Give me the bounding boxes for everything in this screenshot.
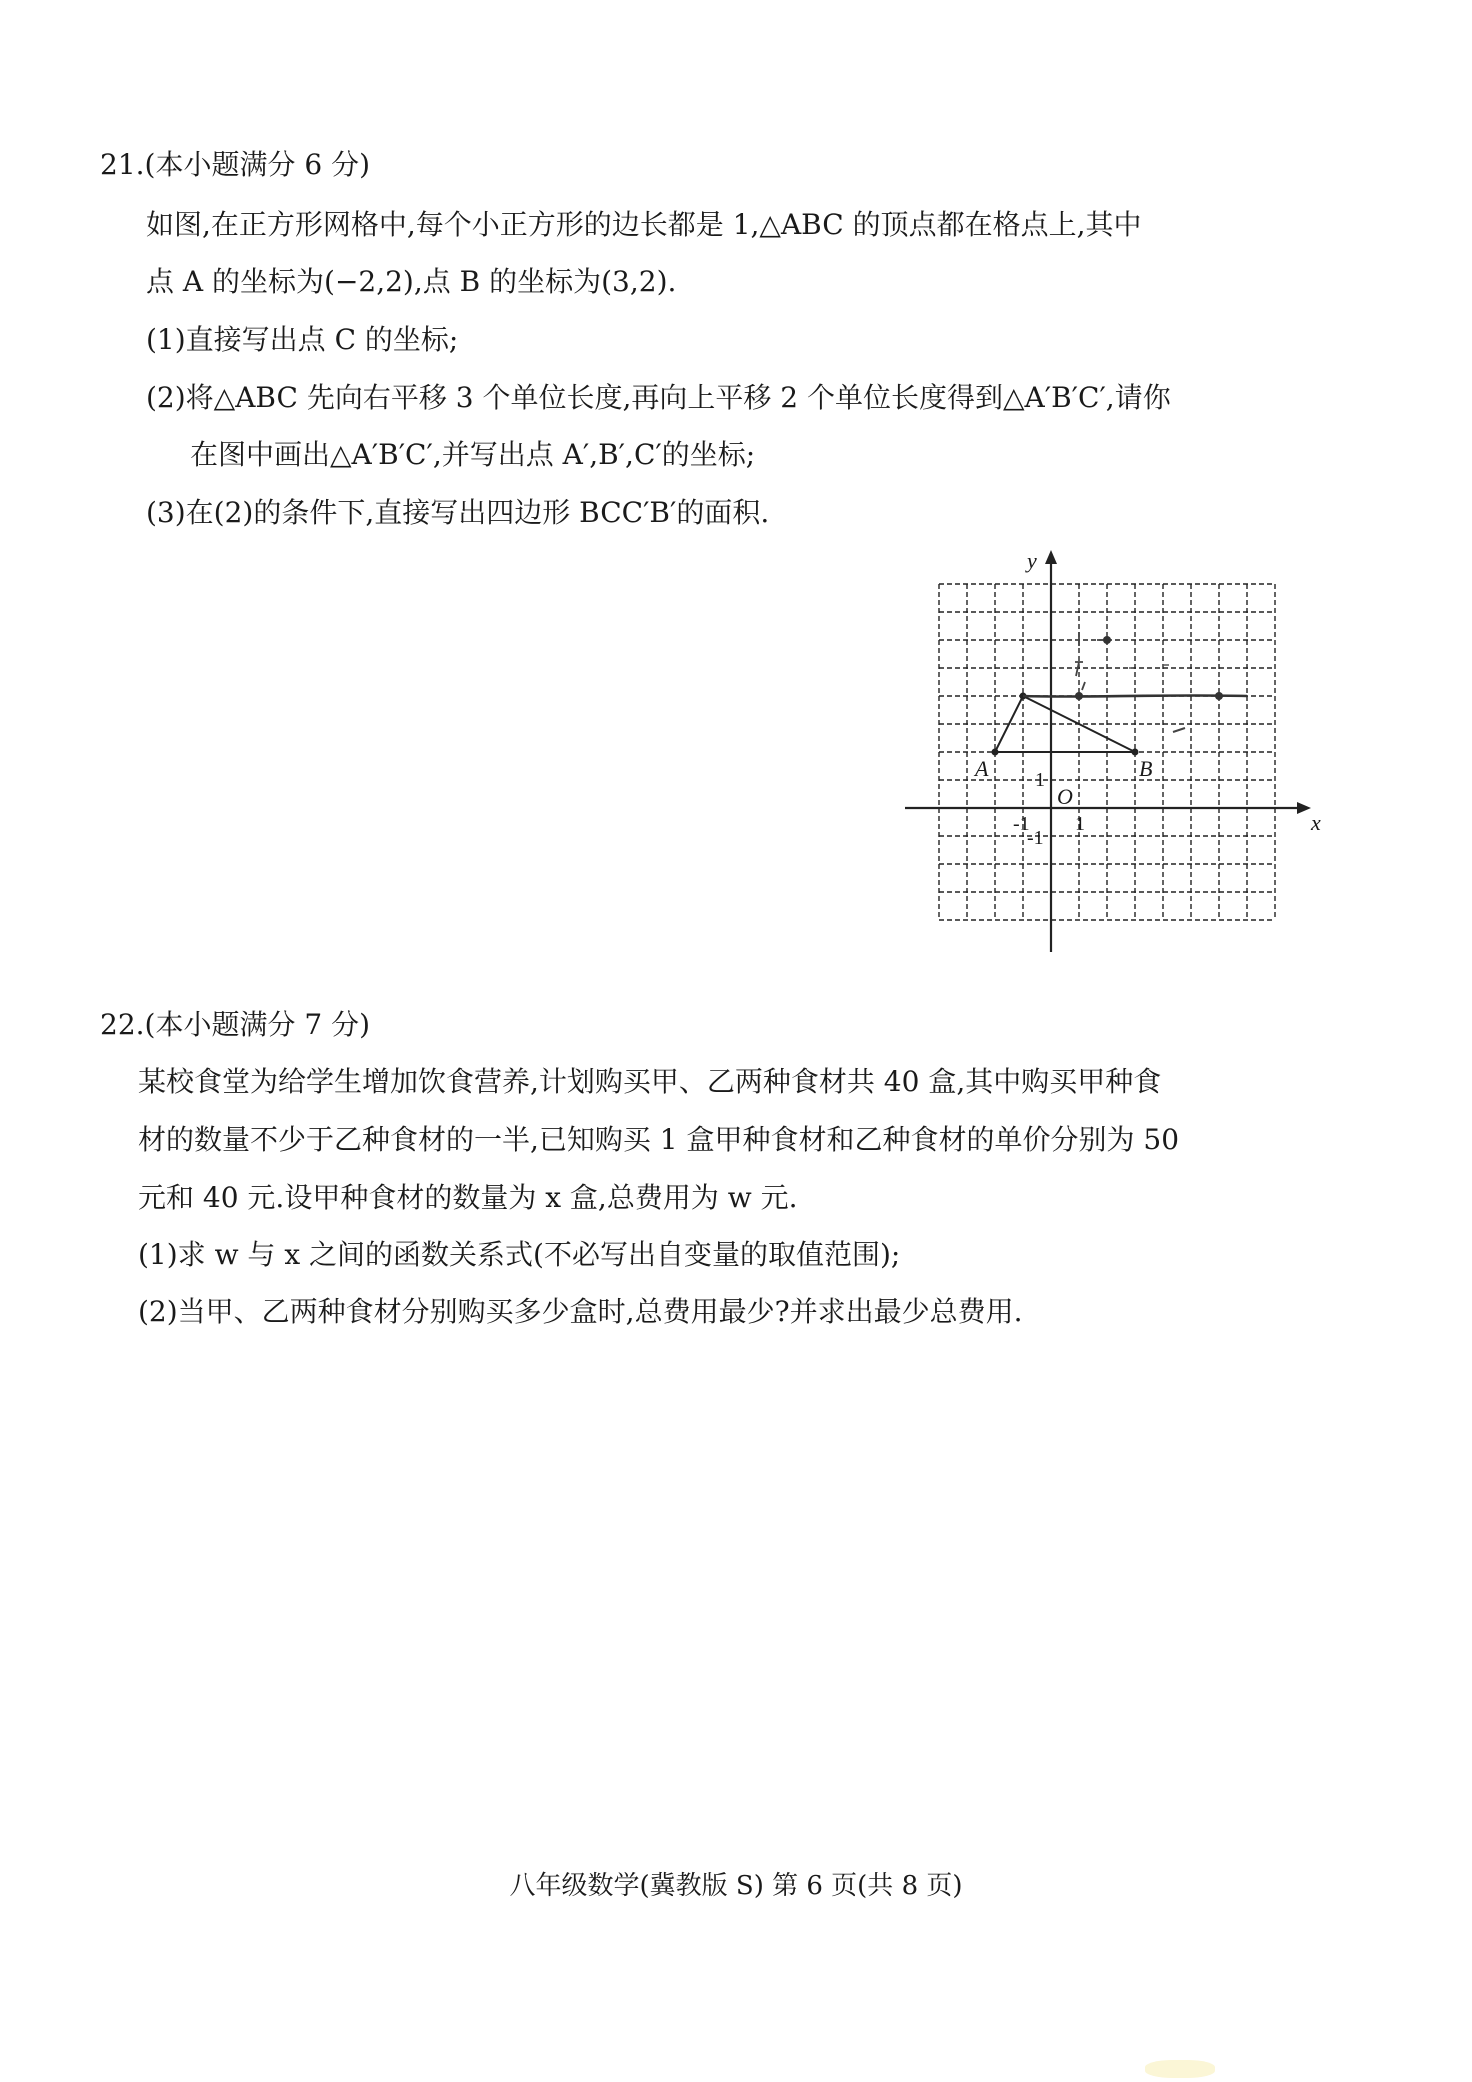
sketch-dot (1103, 636, 1111, 644)
tick-label-y-positive: 1 (1035, 769, 1045, 791)
point-a-dot (992, 749, 999, 756)
q21-part3: (3)在(2)的条件下,直接写出四边形 BCC′B′的面积. (146, 496, 770, 529)
q22-line2: 材的数量不少于乙种食材的一半,已知购买 1 盒甲种食材和乙种食材的单价分别为 50 (138, 1123, 1180, 1156)
sketch-dot (1075, 692, 1083, 700)
sketch-line (1023, 695, 1247, 696)
y-axis-arrow (1045, 550, 1057, 564)
point-b-dot (1132, 749, 1139, 756)
q22-line1: 某校食堂为给学生增加饮食营养,计划购买甲、乙两种食材共 40 盒,其中购买甲种食 (138, 1065, 1162, 1098)
q21-title: 21.(本小题满分 6 分) (100, 148, 370, 181)
q21-intro-line1: 如图,在正方形网格中,每个小正方形的边长都是 1,△ABC 的顶点都在格点上,其中 (146, 208, 1142, 241)
sketch-stroke (1075, 662, 1085, 690)
q22-title: 22.(本小题满分 7 分) (100, 1008, 370, 1041)
q22-line3: 元和 40 元.设甲种食材的数量为 x 盒,总费用为 w 元. (138, 1181, 798, 1214)
q21-part2-line1: (2)将△ABC 先向右平移 3 个单位长度,再向上平移 2 个单位长度得到△A′B′C′,请你 (146, 381, 1171, 414)
sketch-dot (1215, 692, 1223, 700)
page-footer: 八年级数学(冀教版 S) 第 6 页(共 8 页) (509, 1871, 963, 1901)
x-axis-label: x (1311, 810, 1321, 835)
tick-label-y-negative: -1 (1027, 827, 1044, 849)
q21-part2-line2: 在图中画出△A′B′C′,并写出点 A′,B′,C′的坐标; (190, 438, 756, 471)
scan-stain (1145, 2060, 1215, 2078)
sketch-stroke (1079, 632, 1103, 646)
x-axis-arrow (1297, 802, 1311, 814)
q21-intro-line2: 点 A 的坐标为(−2,2),点 B 的坐标为(3,2). (146, 265, 677, 298)
q22-part2: (2)当甲、乙两种食材分别购买多少盒时,总费用最少?并求出最少总费用. (138, 1295, 1023, 1328)
q22-part1: (1)求 w 与 x 之间的函数关系式(不必写出自变量的取值范围); (138, 1238, 901, 1271)
sketch-stroke (1173, 728, 1185, 732)
q21-part1: (1)直接写出点 C 的坐标; (146, 323, 459, 356)
y-axis-label: y (1027, 548, 1037, 573)
tick-label-x-negative: -1 (1013, 813, 1030, 835)
coordinate-grid-figure (905, 540, 1321, 972)
tick-label-x-positive: 1 (1075, 813, 1085, 835)
point-a-label: A (975, 756, 989, 781)
origin-label: O (1057, 784, 1073, 809)
point-b-label: B (1139, 756, 1153, 781)
